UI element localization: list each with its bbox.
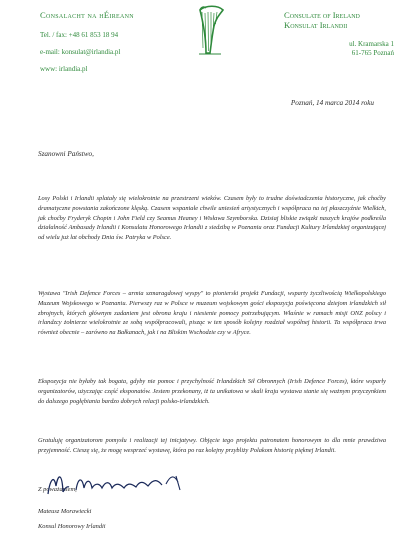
- letterhead-email: e-mail: konsulat@irlandia.pl: [40, 48, 121, 56]
- paragraph-support: Ekspozycja nie byłaby tak bogata, gdyby nie pomoc i przychylność Irlandzkich Sił Obronnych (Irish Defence Forces), które wsparły organizatorów, użyczając część eksponatów. Jestem przekonany, iż ta unikatowa w skali kraju wystawa stanie się ważnym przyczynkiem do dalszego pogłębiania bardzo dobrych relacji polsko-irlandzkich.: [38, 378, 386, 405]
- address-street: ul. Kramarska 1: [349, 40, 394, 48]
- letterhead-left: [40, 10, 210, 73]
- handwritten-signature: [46, 470, 196, 498]
- harp-emblem-icon: [196, 4, 226, 56]
- letterhead-website: www: irlandia.pl: [40, 65, 88, 73]
- letterhead-polish-title: Konsulat Irlandii: [284, 20, 348, 30]
- signer-title: Konsul Honorowy Irlandii: [38, 523, 106, 530]
- paragraph-history: Losy Polski i Irlandii splatały się wielokrotnie na przestrzeni wieków. Czasem były to trudne doświadczenia historyczne, jak choćby dramatyczne powstania zakończone klęską. Czasem wspaniałe chwile uniesień artystycznych i współpraca na tej płaszczyźnie Wielkich, jak choćby Fryderyk Chopin i John Field czy Seamus Heaney i Wisława Szymborska. Dzisiaj bliskie związki naszych krajów podkreśla działalność Ambasady Irlandii i Konsulatu Honorowego Irlandii z siedzibą w Poznaniu oraz Fundacji Kultury Irlandzkiej organizującej od wielu już lat obchody Dnia św. Patryka w Polsce.: [38, 195, 386, 242]
- letterhead-address: [284, 40, 394, 58]
- letter-greeting: Szanowni Państwo,: [38, 150, 94, 158]
- signer-name: Mateusz Morawiecki: [38, 508, 92, 515]
- letterhead-english-title: Consulate of Ireland: [284, 10, 360, 20]
- letterhead-phone: Tel. / fax: +48 61 853 18 94: [40, 31, 119, 39]
- paragraph-exhibition: Wystawa "Irish Defence Forces – armia szmaragdowej wyspy" to pionierski projekt Fundacji, wsparty życzliwością Wielkopolskiego Muzeum Wojskowego w Poznaniu. Pierwszy raz w Polsce w muzeum wojskowym gości ekspozycja poświęcona dziejom irlandzkich sił zbrojnych, których głównym zadaniem jest obrona kraju i niesienie pomocy potrzebującym. Właśnie w ramach misji ONZ polscy i irlandzcy żołnierze wielokrotnie ze sobą współpracowali, pisząc w ten sposób kolejny rozdział wspólnej historii. Ta współpraca trwa również obecnie – zarówno na Bałkanach, jak i na Bliskim Wschodzie czy w Afryce.: [38, 290, 386, 337]
- letterhead-right: [284, 10, 394, 58]
- letter-date: Poznań, 14 marca 2014 roku: [290, 99, 374, 107]
- letterhead-irish-title: Consalacht na hÉireann: [40, 10, 134, 20]
- paragraph-congratulations: Gratuluję organizatorom pomysłu i realizacji tej inicjatywy. Objęcie tego projektu patronatem honorowym to dla mnie prawdziwa przyjemność. Cieszę się, że mogę wesprzeć wystawę, która po raz kolejny przybliży Polakom historię pięknej Irlandii.: [38, 437, 386, 454]
- address-city: 61-765 Poznań: [351, 49, 394, 57]
- letter-closing: Z poważaniem,: [38, 486, 77, 493]
